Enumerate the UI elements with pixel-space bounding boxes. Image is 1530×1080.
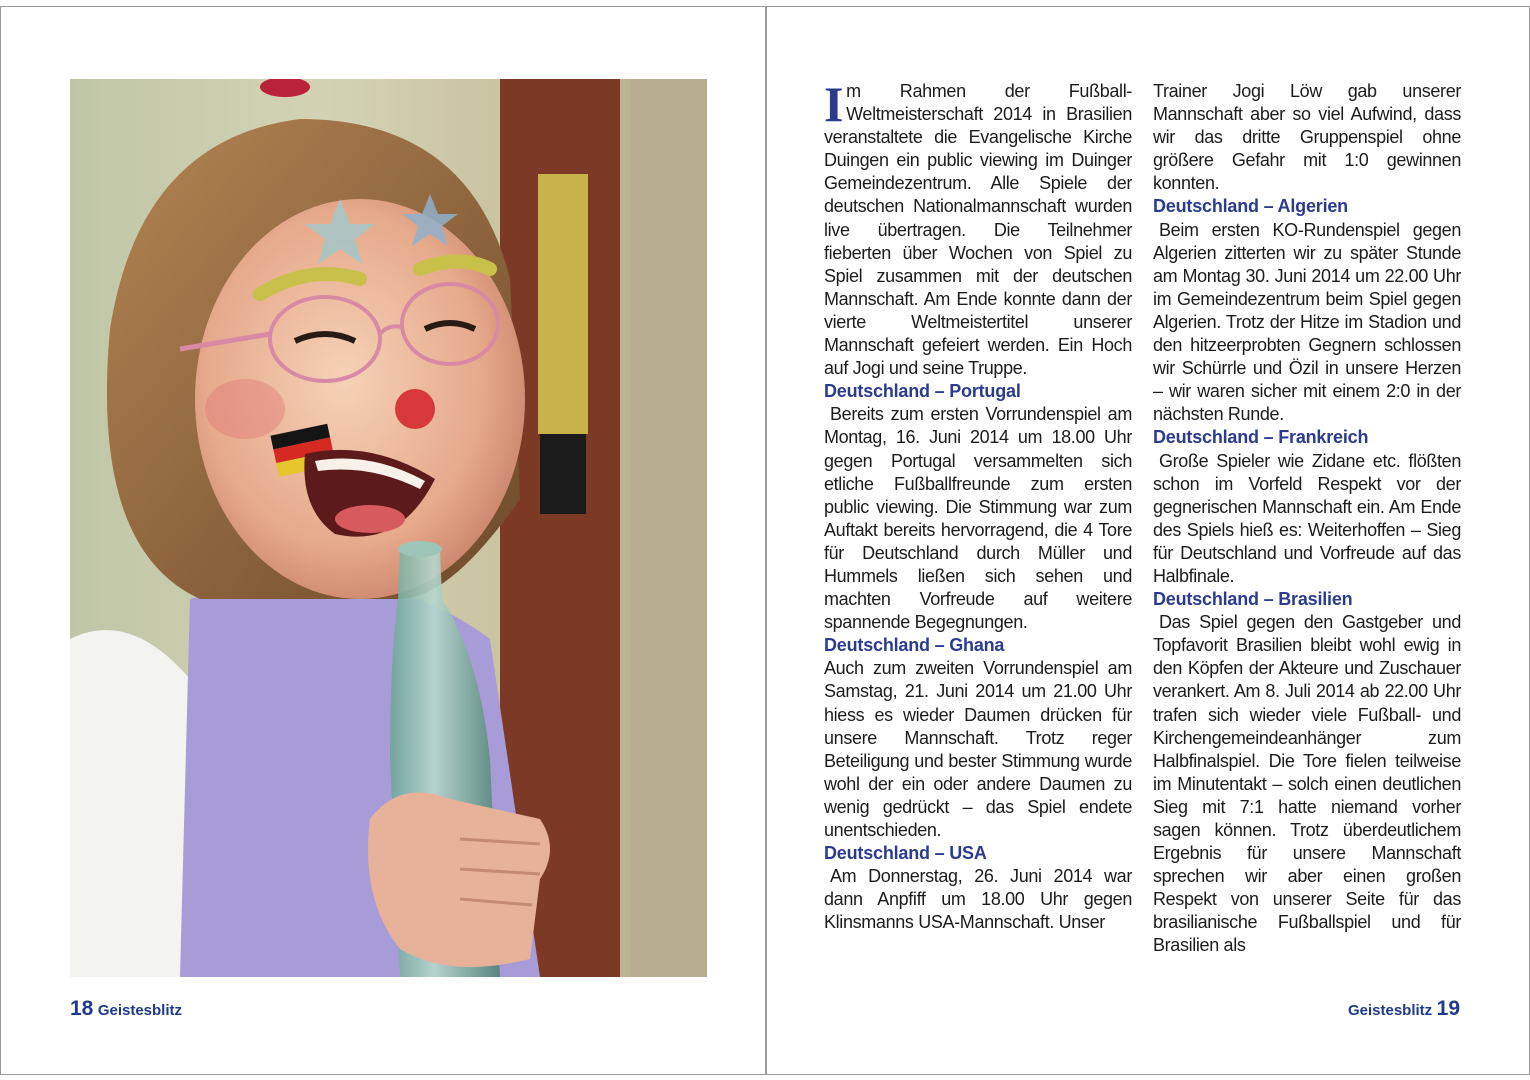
section-heading-algerien: Deutschland – Algerien — [1153, 196, 1348, 217]
left-page-number: 18 — [70, 997, 94, 1020]
section-body-usa-part1: Am Donnerstag, 26. Juni 2014 war dann Anpfiff um 18.00 Uhr gegen Klinsmanns USA-Mannschaft. Unser — [824, 866, 1132, 933]
left-page-folio — [70, 997, 182, 1021]
child-photo — [70, 79, 707, 977]
right-page-number: 19 — [1436, 997, 1460, 1020]
intro-text: m Rahmen der Fußball-Weltmeisterschaft 2014 in Brasilien veranstaltete die Evangelische Kirche Duingen ein public viewing im Duinger Gemeindezentrum. Alle Spiele der deutschen Nationalmannschaft wurden live übertragen. Die Teilnehmer fieberten über Wochen von Spiel zu Spiel zusammen mit der deutschen Mannschaft. Am Ende konnte dann der vierte Weltmeistertitel unserer Mannschaft gefeiert werden. Ein Hoch auf Jogi und seine Truppe. — [824, 81, 1132, 379]
section-body-usa-part2: Trainer Jogi Löw gab unserer Mannschaft aber so viel Aufwind, dass wir das dritte Gruppenspiel ohne größere Gefahr mit 1:0 gewinnen konnten. — [1153, 81, 1461, 194]
section-heading-portugal: Deutschland – Portugal — [824, 381, 1021, 402]
section-heading-ghana: Deutschland – Ghana — [824, 635, 1005, 656]
left-publication-name: Geistesblitz — [97, 1002, 183, 1019]
drop-cap: I — [824, 76, 844, 132]
section-body-algerien: Beim ersten KO-Rundenspiel gegen Algerien zitterten wir zu später Stunde am Montag 30. Juni 2014 um 22.00 Uhr im Gemeindezentrum beim Spiel gegen Algerien. Trotz der Hitze im Stadion und den hitzeerprobten Gegnern schlossen wir Schürrle und Özil in unsere Herzen – wir waren sicher mit einem 2:0 in der nächsten Runde. — [1153, 219, 1461, 425]
section-body-brasilien: Das Spiel gegen den Gastgeber und Topfavorit Brasilien bleibt wohl ewig in den Köpfen der Akteure und Zuschauer verankert. Am 8. Juli 2014 ab 22.00 Uhr trafen sich wieder viele Fußball- und Kirchengemeindeanhänger zum Halbfinalspiel. Die Tore fielen teilweise im Minutentakt – solch einen deutlichen Sieg mit 7:1 hatte niemand vorher sagen können. Trotz überdeutlichem Ergebnis für unsere Mannschaft sprechen wir aber einen großen Respekt von unserer Seite für das brasilianische Fußballspiel und für Brasilien als — [1153, 612, 1461, 956]
section-heading-brasilien: Deutschland – Brasilien — [1153, 589, 1353, 610]
right-page-folio — [1348, 997, 1460, 1021]
section-body-frankreich: Große Spieler wie Zidane etc. flößten schon im Vorfeld Respekt vor der gegnerischen Mannschaft ein. Am Ende des Spiels hieß es: Weiterhoffen – Sieg für Deutschland und Vorfreude auf das Halbfinale. — [1153, 450, 1461, 586]
section-body-portugal: Bereits zum ersten Vorrundenspiel am Montag, 16. Juni 2014 um 18.00 Uhr gegen Portugal versammelten sich etliche Fußballfreunde zum ersten public viewing. Die Stimmung war zum Auftakt bereits hervorragend, die 4 Tore für Deutschland durch Müller und Hummels ließen sich sehen und machten Vorfreude auf weitere spannende Begegnungen. — [824, 404, 1132, 633]
intro-paragraph — [824, 76, 1132, 380]
book-spine — [765, 6, 766, 1075]
article-column-2 — [1153, 80, 1461, 958]
section-heading-frankreich: Deutschland – Frankreich — [1153, 427, 1369, 448]
section-body-ghana: Auch zum zweiten Vorrundenspiel am Samstag, 21. Juni 2014 um 21.00 Uhr hiess es wieder Daumen drücken für unsere Mannschaft. Trotz reger Beteiligung und bester Stimmung wurde wohl der ein oder andere Daumen zu wenig gedrückt – das Spiel endete unentschieden. — [824, 658, 1132, 840]
child-photo-illustration — [70, 79, 707, 977]
article-column-1 — [824, 76, 1132, 934]
section-heading-usa: Deutschland – USA — [824, 843, 987, 864]
right-publication-name: Geistesblitz — [1347, 1002, 1433, 1019]
